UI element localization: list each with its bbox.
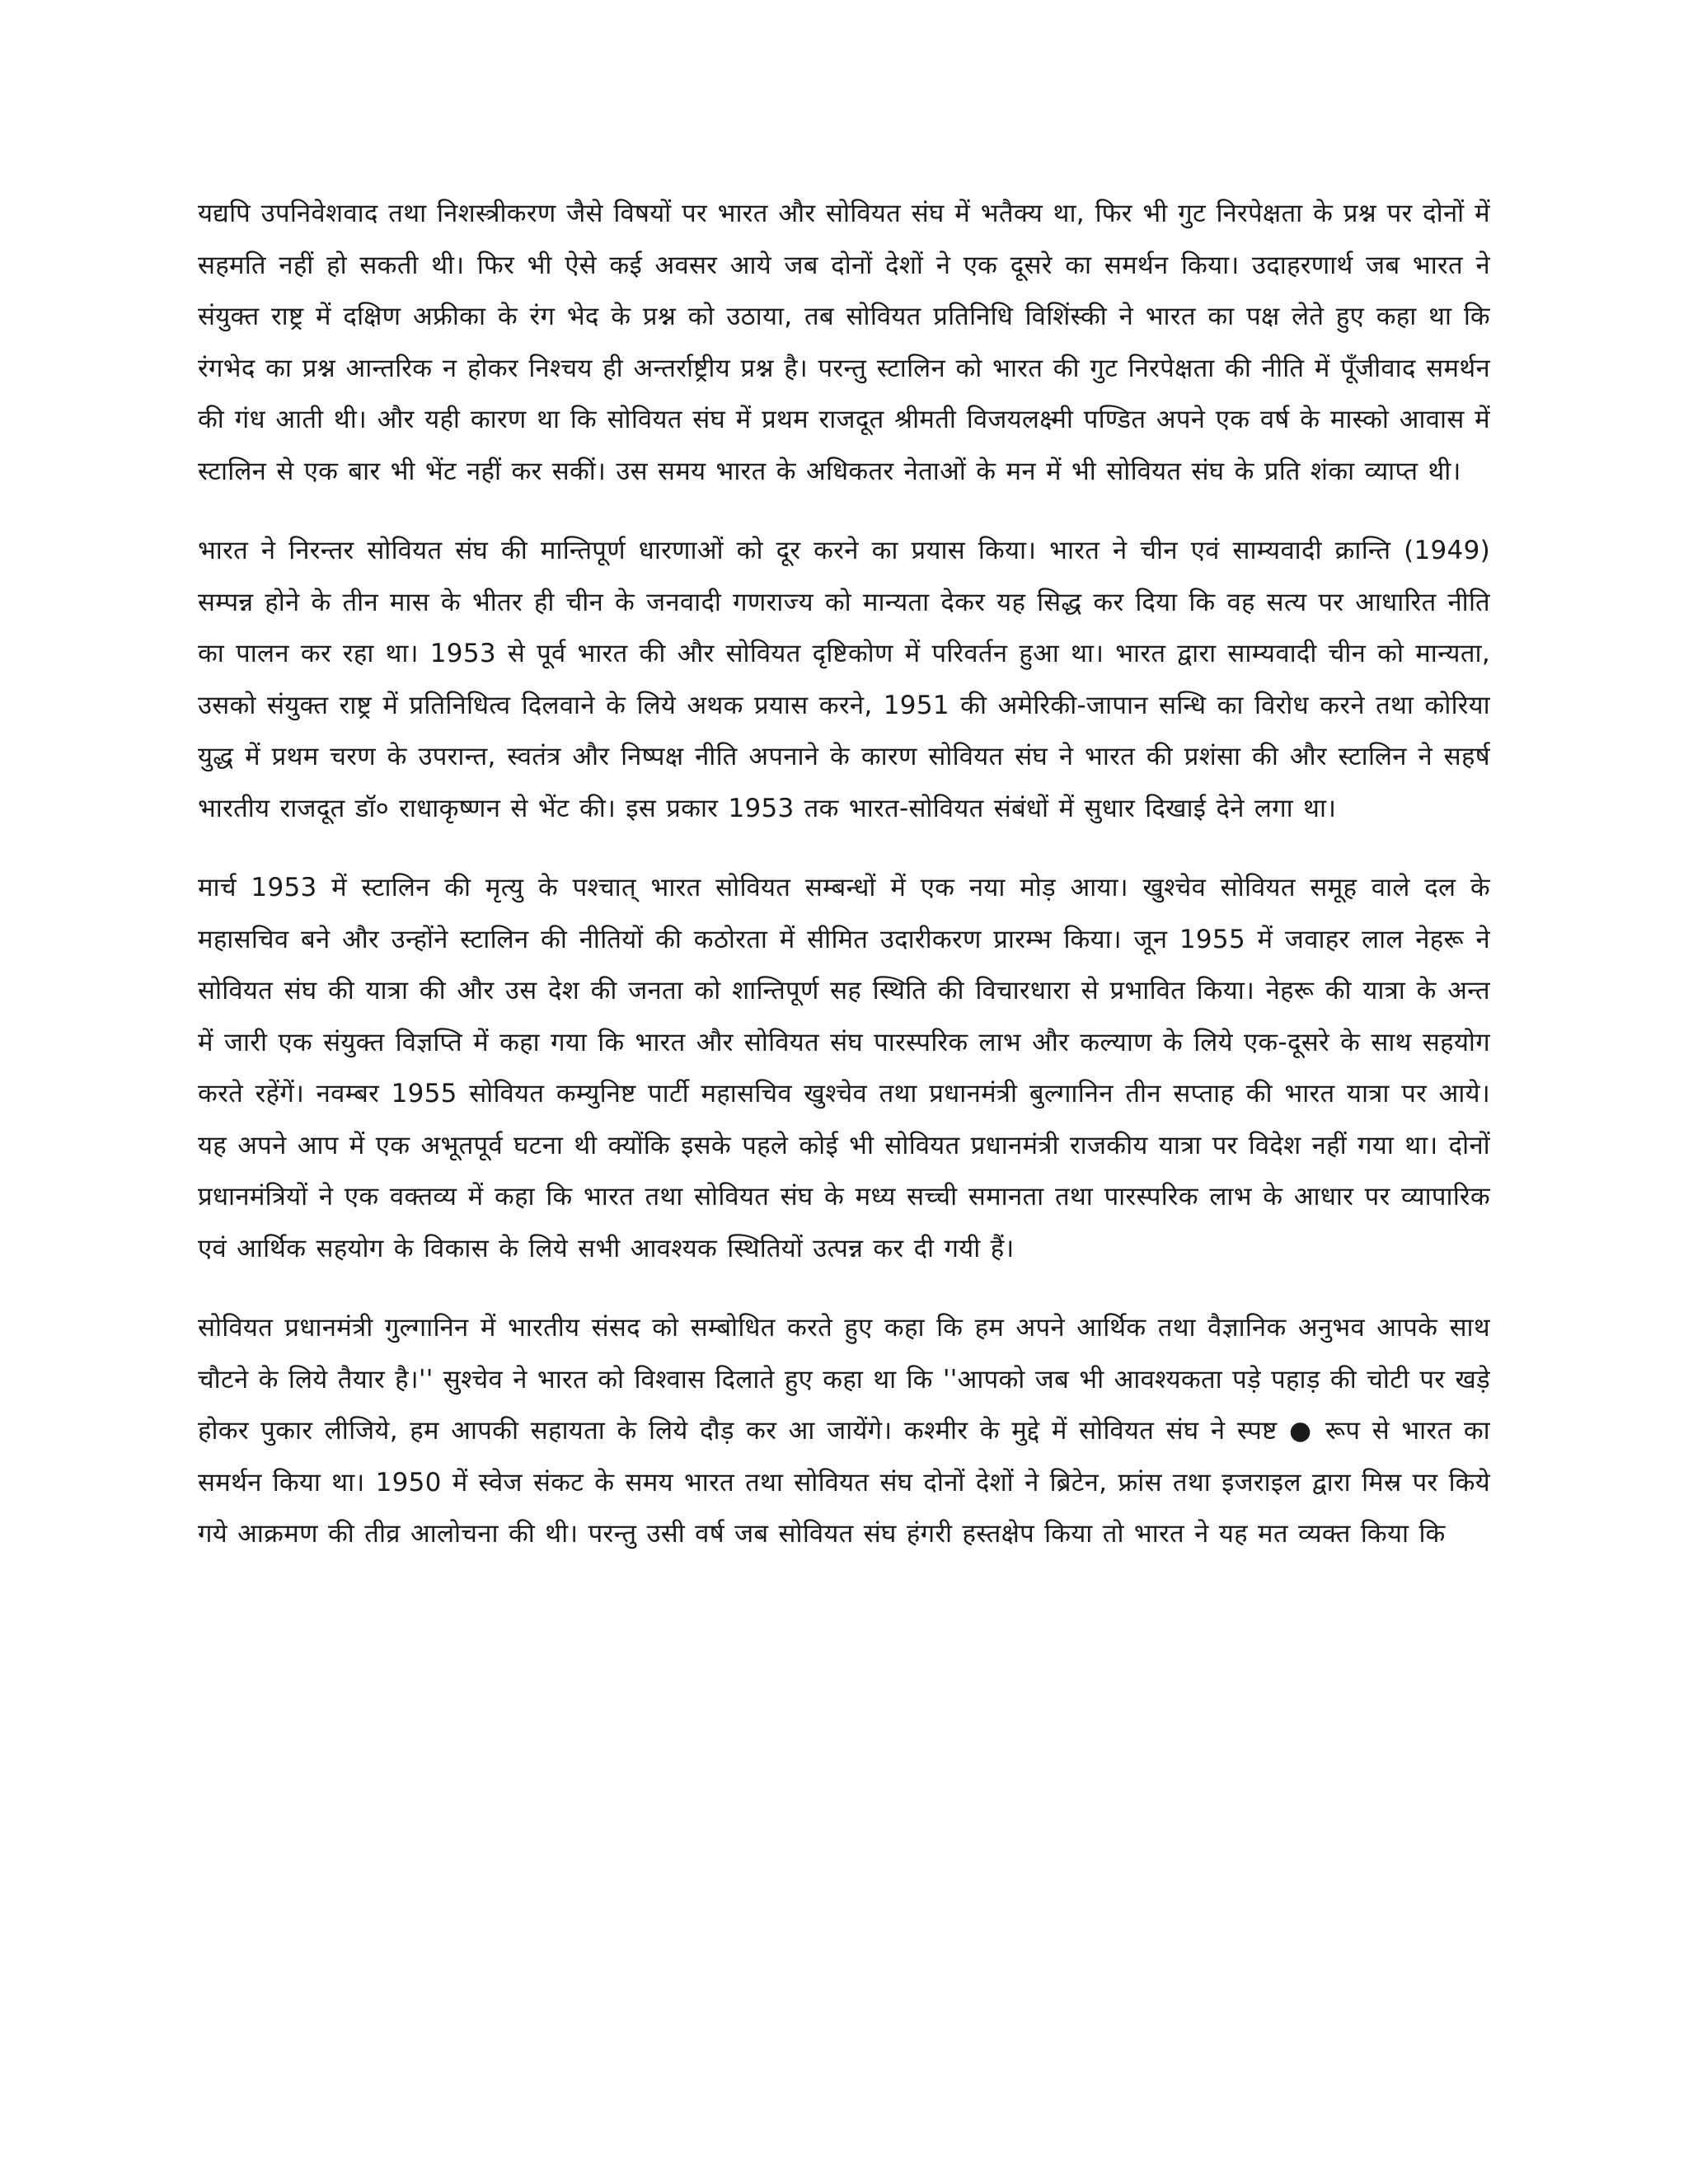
paragraph-2: भारत ने निरन्तर सोवियत संघ की मान्तिपूर्ण धारणाओं को दूर करने का प्रयास किया। भारत ने चीन एवं साम्यवादी क्रान्ति (1949) सम्पन्न होने के तीन मास के भीतर ही चीन के जनवादी गणराज्य को मान्यता देकर यह सिद्ध कर दिया कि वह सत्य पर आधारित नीति का पालन कर रहा था। 1953 से पूर्व भारत की और सोवियत दृष्टिकोण में परिवर्तन हुआ था। भारत द्वारा साम्यवादी चीन को मान्यता, उसको संयुक्त राष्ट्र में प्रतिनिधित्व दिलवाने के लिये अथक प्रयास करने, 1951 की अमेरिकी-जापान सन्धि का विरोध करने तथा कोरिया युद्ध में प्रथम चरण के उपरान्त, स्वतंत्र और निष्पक्ष नीति अपनाने के कारण सोवियत संघ ने भारत की प्रशंसा की और स्टालिन ने सहर्ष भारतीय राजदूत डॉ० राधाकृष्णन से भेंट की। इस प्रकार 1953 तक भारत-सोवियत संबंधों में सुधार दिखाई देने लगा था। [198, 536, 1490, 823]
paragraph-3: मार्च 1953 में स्टालिन की मृत्यु के पश्चात् भारत सोवियत सम्बन्धों में एक नया मोड़ आया। खुश्चेव सोवियत समूह वाले दल के महासचिव बने और उन्होंने स्टालिन की नीतियों की कठोरता में सीमित उदारीकरण प्रारम्भ किया। जून 1955 में जवाहर लाल नेहरू ने सोवियत संघ की यात्रा की और उस देश की जनता को शान्तिपूर्ण सह स्थिति की विचारधारा से प्रभावित किया। नेहरू की यात्रा के अन्त में जारी एक संयुक्त विज्ञप्ति में कहा गया कि भारत और सोवियत संघ पारस्परिक लाभ और कल्याण के लिये एक-दूसरे के साथ सहयोग करते रहेंगें। नवम्बर 1955 सोवियत कम्युनिष्ट पार्टी महासचिव खुश्चेव तथा प्रधानमंत्री बुल्गानिन तीन सप्ताह की भारत यात्रा पर आये। यह अपने आप में एक अभूतपूर्व घटना थी क्योंकि इसके पहले कोई भी सोवियत प्रधानमंत्री राजकीय यात्रा पर विदेश नहीं गया था। दोनों प्रधानमंत्रियों ने एक वक्तव्य में कहा कि भारत तथा सोवियत संघ के मध्य सच्ची समानता तथा पारस्परिक लाभ के आधार पर व्यापारिक एवं आर्थिक सहयोग के विकास के लिये सभी आवश्यक स्थितियों उत्पन्न कर दी गयी हैं। [198, 873, 1490, 1263]
paragraph-4: सोवियत प्रधानमंत्री गुल्गानिन में भारतीय संसद को सम्बोधित करते हुए कहा कि हम अपने आर्थिक तथा वैज्ञानिक अनुभव आपके साथ चौटने के लिये तैयार है।'' सुश्चेव ने भारत को विश्वास दिलाते हुए कहा था कि ''आपको जब भी आवश्यकता पड़े पहाड़ की चोटी पर खड़े होकर पुकार लीजिये, हम आपकी सहायता के लिये दौड़ कर आ जायेंगे। कश्मीर के मुद्दे में सोवियत संघ ने स्पष्ट ● रूप से भारत का समर्थन किया था। 1950 में स्वेज संकट के समय भारत तथा सोवियत संघ दोनों देशों ने ब्रिटेन, फ्रांस तथा इजराइल द्वारा मिस्र पर किये गये आक्रमण की तीव्र आलोचना की थी। परन्तु उसी वर्ष जब सोवियत संघ हंगरी हस्तक्षेप किया तो भारत ने यह मत व्यक्त किया कि [198, 1313, 1490, 1549]
paragraph-1: यद्यपि उपनिवेशवाद तथा निशस्त्रीकरण जैसे विषयों पर भारत और सोवियत संघ में भतैक्य था, फिर भी गुट निरपेक्षता के प्रश्न पर दोनों में सहमति नहीं हो सकती थी। फिर भी ऐसे कई अवसर आये जब दोनों देशों ने एक दूसरे का समर्थन किया। उदाहरणार्थ जब भारत ने संयुक्त राष्ट्र में दक्षिण अफ्रीका के रंग भेद के प्रश्न को उठाया, तब सोवियत प्रतिनिधि विशिंस्की ने भारत का पक्ष लेते हुए कहा था कि रंगभेद का प्रश्न आन्तरिक न होकर निश्चय ही अन्तर्राष्ट्रीय प्रश्न है। परन्तु स्टालिन को भारत की गुट निरपेक्षता की नीति में पूँजीवाद समर्थन की गंध आती थी। और यही कारण था कि सोवियत संघ में प्रथम राजदूत श्रीमती विजयलक्ष्मी पण्डित अपने एक वर्ष के मास्को आवास में स्टालिन से एक बार भी भेंट नहीं कर सकीं। उस समय भारत के अधिकतर नेताओं के मन में भी सोवियत संघ के प्रति शंका व्याप्त थी। [198, 199, 1490, 486]
